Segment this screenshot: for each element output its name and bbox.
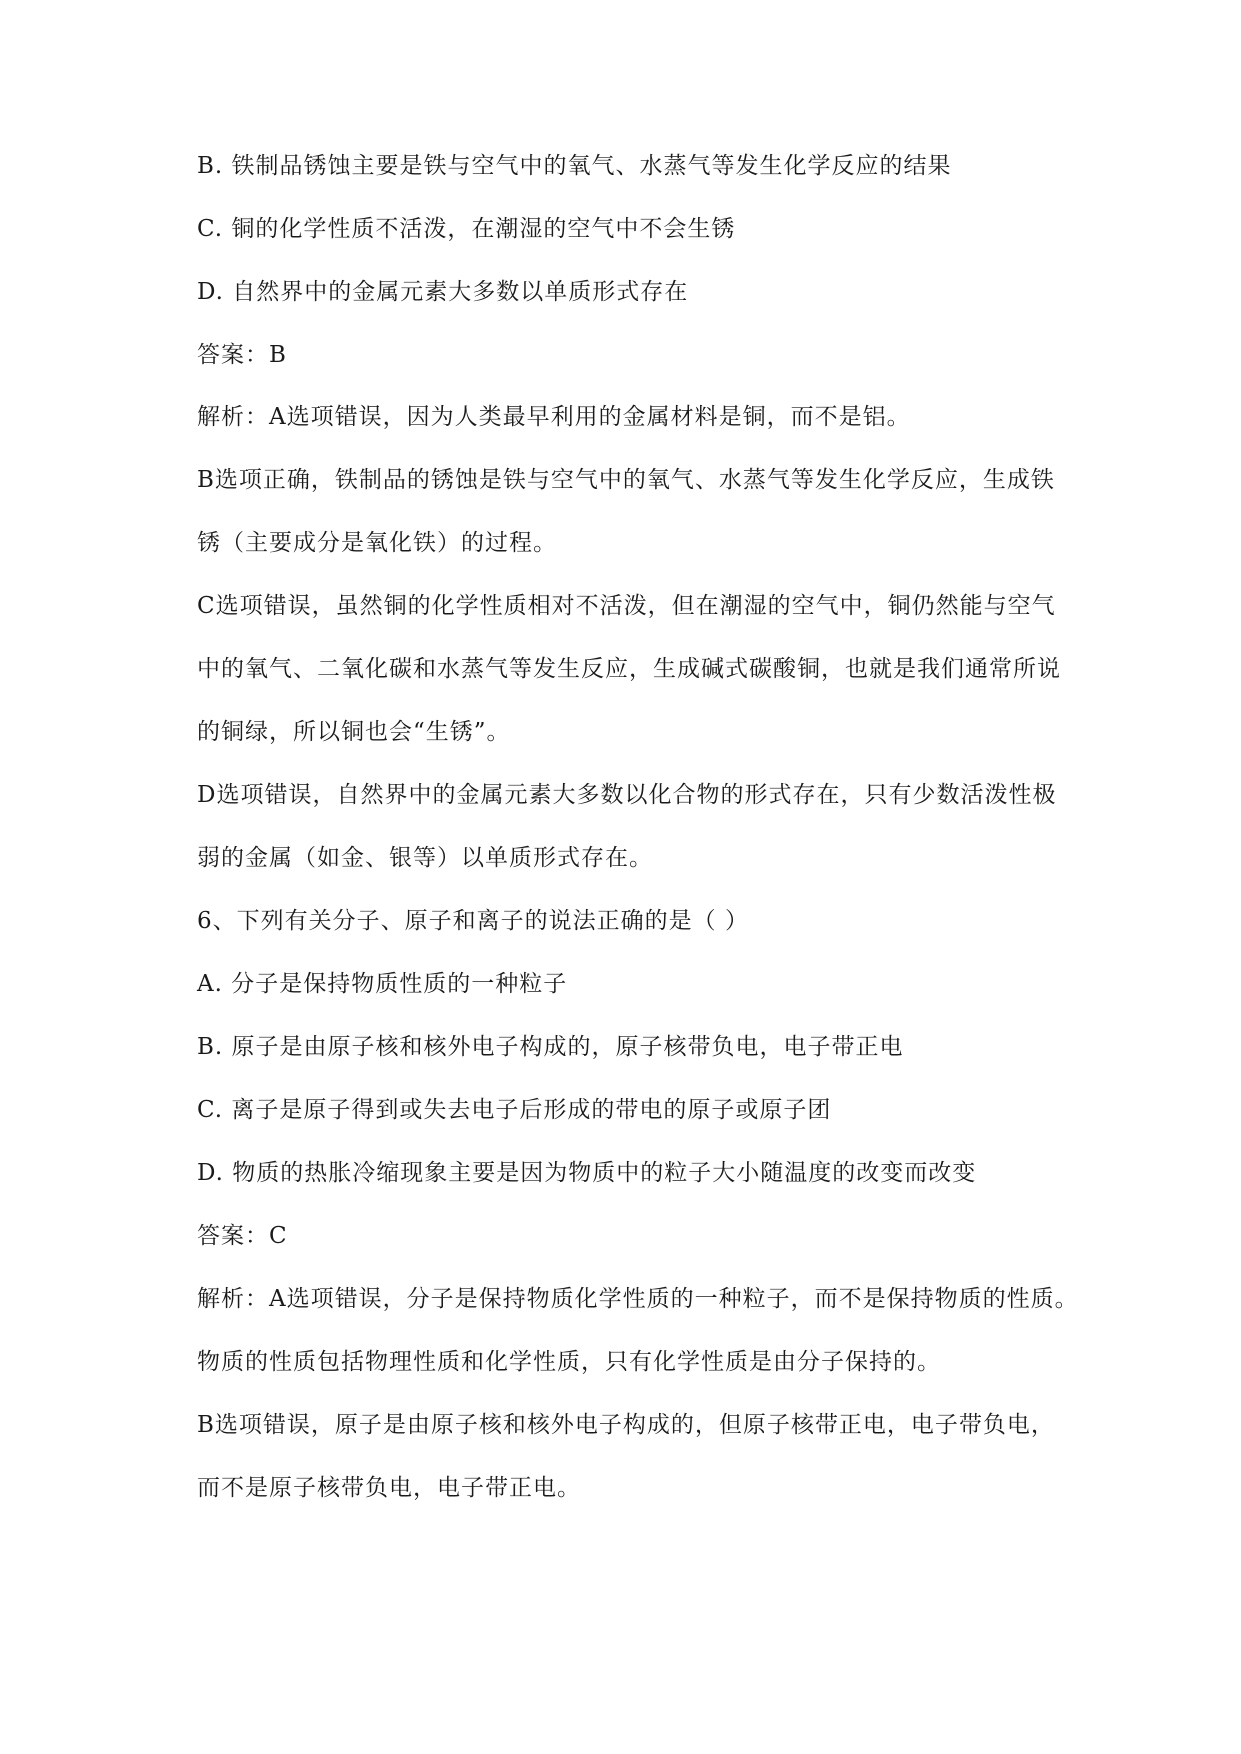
option-c-line: C. 铜的化学性质不活泼，在潮湿的空气中不会生锈: [197, 216, 736, 242]
analysis-line: B选项错误，原子是由原子核和核外电子构成的，但原子核带正电，电子带负电，: [197, 1412, 1055, 1438]
option-b-line: B. 原子是由原子核和核外电子构成的，原子核带负电，电子带正电: [197, 1034, 904, 1060]
answer-line: 答案：C: [197, 1223, 288, 1249]
option-c-line: C. 离子是原子得到或失去电子后形成的带电的原子或原子团: [197, 1097, 832, 1123]
analysis-line: 解析：A选项错误，因为人类最早利用的金属材料是铜，而不是铝。: [197, 404, 911, 430]
analysis-line: D选项错误，自然界中的金属元素大多数以化合物的形式存在，只有少数活泼性极: [197, 782, 1057, 808]
option-a-line: A. 分子是保持物质性质的一种粒子: [197, 971, 568, 997]
analysis-line: 而不是原子核带负电，电子带正电。: [197, 1475, 581, 1501]
analysis-line: 的铜绿，所以铜也会“生锈”。: [197, 719, 511, 745]
analysis-line: 锈（主要成分是氧化铁）的过程。: [197, 530, 557, 556]
analysis-line: 弱的金属（如金、银等）以单质形式存在。: [197, 845, 653, 871]
question-6-title: 6、下列有关分子、原子和离子的说法正确的是（ ）: [197, 908, 749, 934]
option-b-line: B. 铁制品锈蚀主要是铁与空气中的氧气、水蒸气等发生化学反应的结果: [197, 153, 952, 179]
option-d-line: D. 物质的热胀冷缩现象主要是因为物质中的粒子大小随温度的改变而改变: [197, 1160, 977, 1186]
option-d-line: D. 自然界中的金属元素大多数以单质形式存在: [197, 279, 689, 305]
analysis-line: B选项正确，铁制品的锈蚀是铁与空气中的氧气、水蒸气等发生化学反应，生成铁: [197, 467, 1055, 493]
answer-line: 答案：B: [197, 342, 287, 368]
analysis-line: C选项错误，虽然铜的化学性质相对不活泼，但在潮湿的空气中，铜仍然能与空气: [197, 593, 1056, 619]
analysis-line: 中的氧气、二氧化碳和水蒸气等发生反应，生成碱式碳酸铜，也就是我们通常所说: [197, 656, 1061, 682]
analysis-line: 物质的性质包括物理性质和化学性质，只有化学性质是由分子保持的。: [197, 1349, 941, 1375]
analysis-line: 解析：A选项错误，分子是保持物质化学性质的一种粒子，而不是保持物质的性质。: [197, 1286, 1079, 1312]
